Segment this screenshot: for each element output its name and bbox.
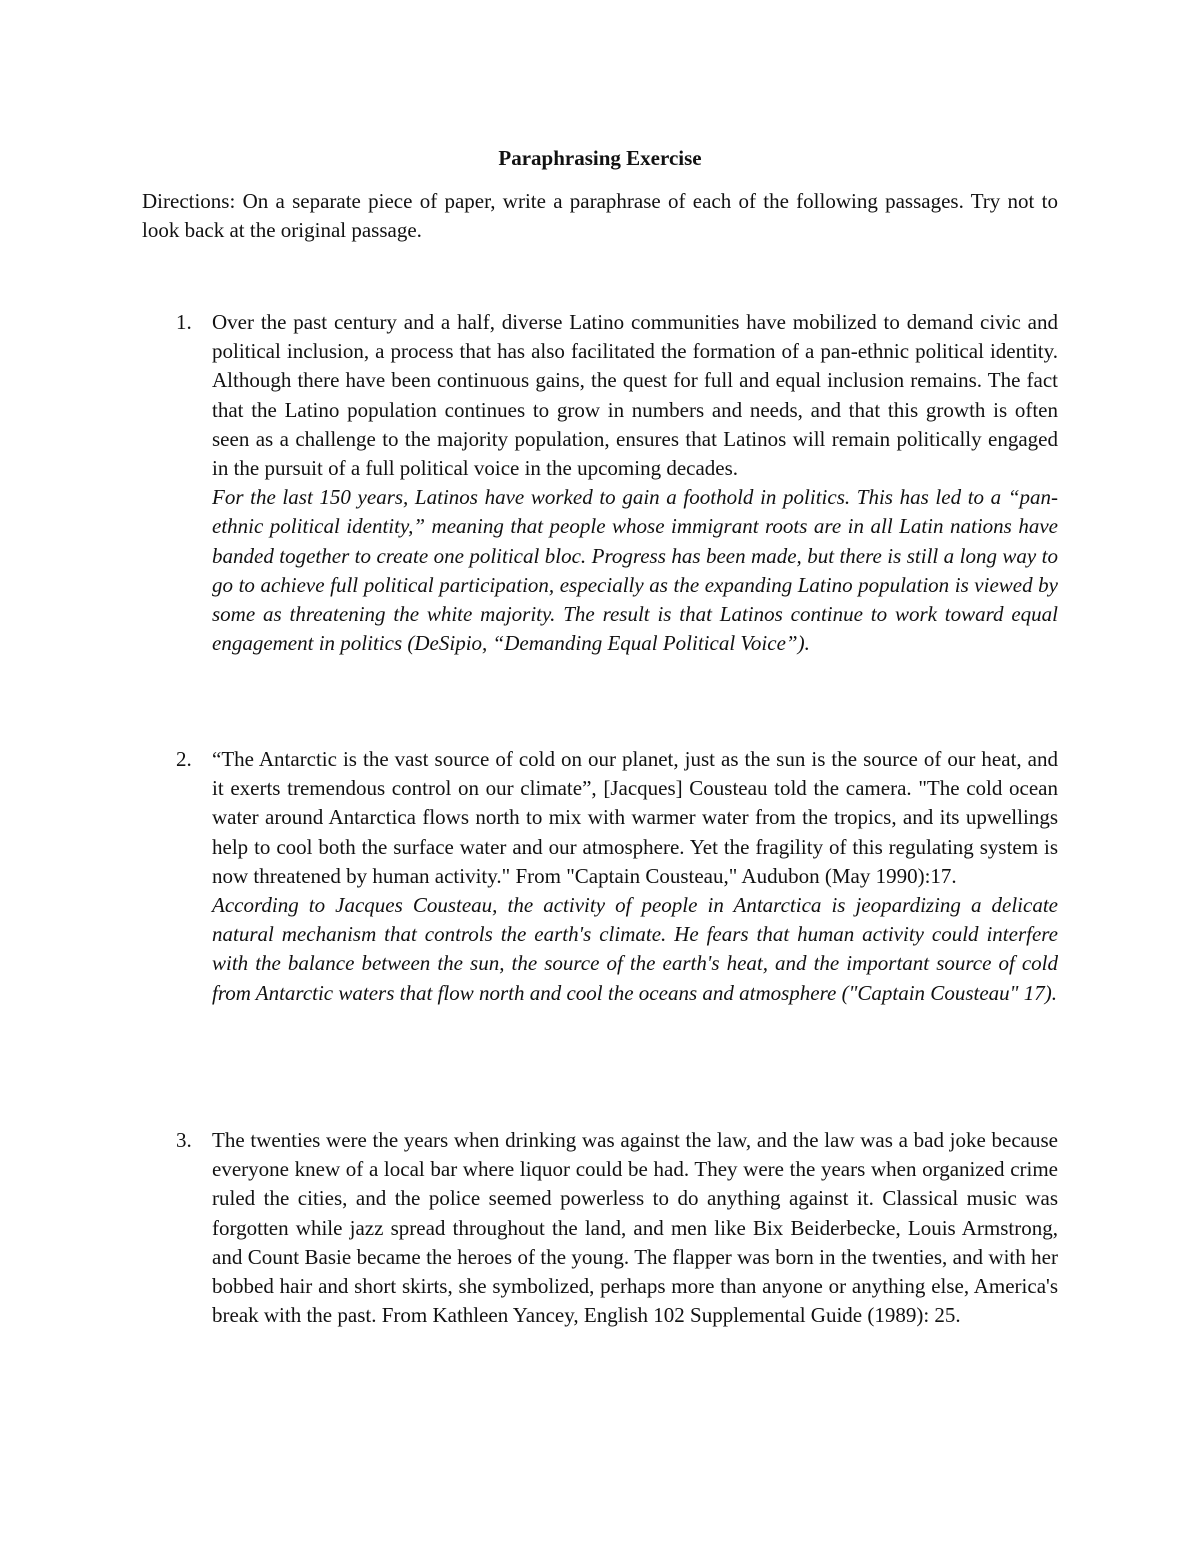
directions-text: Directions: On a separate piece of paper, write a paraphrase of each of the following passages. Try not to look back at the original passage. [142,189,1058,242]
list-item [142,745,1058,1008]
original-passage: “The Antarctic is the vast source of cold on our planet, just as the sun is the source of our heat, and it exerts tremendous control on our climate”, [Jacques] Cousteau told the camera. "The cold ocean water around Antarctica flows north to mix with warmer water from the tropics, and its upwellings help to cool both the surface water and our atmosphere. Yet the fragility of this regulating system is now threatened by human activity." From "Captain Cousteau," Audubon (May 1990):17. [212,747,1058,888]
item-body [212,745,1058,1008]
item-body [212,308,1058,658]
original-passage: The twenties were the years when drinking was against the law, and the law was a bad joke because everyone knew of a local bar where liquor could be had. They were the years when organized crime ruled the cities, and the police seemed powerless to do anything against it. Classical music was forgotten while jazz spread throughout the land, and men like Bix Beiderbecke, Louis Armstrong, and Count Basie became the heroes of the young. The flapper was born in the twenties, and with her bobbed hair and short skirts, she symbolized, perhaps more than anyone or anything else, America's break with the past. From Kathleen Yancey, English 102 Supplemental Guide (1989): 25. [212,1128,1058,1328]
list-item [142,308,1058,658]
item-number: 1. [176,310,192,334]
item-body [212,1126,1058,1330]
original-passage: Over the past century and a half, diverse Latino communities have mobilized to demand civic and political inclusion, a process that has also facilitated the formation of a pan-ethnic political identity. Although there have been continuous gains, the quest for full and equal inclusion remains. The fact that the Latino population continues to grow in numbers and needs, and that this growth is often seen as a challenge to the majority population, ensures that Latinos will remain politically engaged in the pursuit of a full political voice in the upcoming decades. [212,310,1058,481]
item-number: 3. [176,1128,192,1152]
paraphrase-text: According to Jacques Cousteau, the activity of people in Antarctica is jeopardizing a delicate natural mechanism that controls the earth's climate. He fears that human activity could interfere with the balance between the sun, the source of the earth's heat, and the important source of cold from Antarctic waters that flow north and cool the oceans and atmosphere ("Captain Cousteau" 17). [212,893,1058,1005]
paraphrase-text: For the last 150 years, Latinos have worked to gain a foothold in politics. This has led to a “pan-ethnic political identity,” meaning that people whose immigrant roots are in all Latin nations have banded together to create one political bloc. Progress has been made, but there is still a long way to go to achieve full political participation, especially as the expanding Latino population is viewed by some as threatening the white majority. The result is that Latinos continue to work toward equal engagement in politics (DeSipio, “Demanding Equal Political Voice”). [212,485,1058,656]
page-title: Paraphrasing Exercise [498,146,702,170]
item-number: 2. [176,747,192,771]
list-item [142,1126,1058,1330]
